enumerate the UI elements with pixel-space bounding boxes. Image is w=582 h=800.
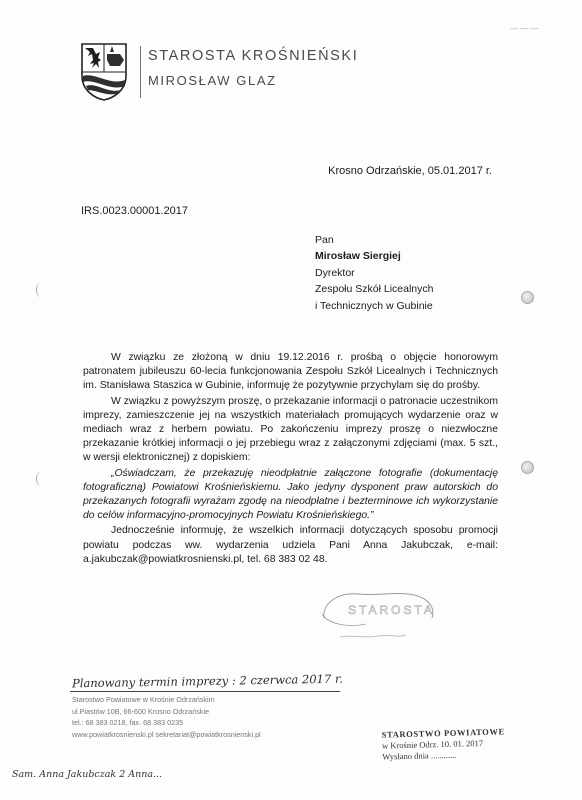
- received-stamp-line-2: w Krośnie Odrz. 10. 01. 2017: [381, 737, 484, 751]
- footer-line-4: www.powiatkrosnienski.pl sekretariat@powiatkrosnienski.pl: [72, 729, 261, 739]
- corner-mark: — — —: [510, 24, 539, 33]
- punch-hole-top: [521, 291, 534, 304]
- signature-underline: [338, 632, 408, 640]
- header-divider: [140, 46, 141, 98]
- addressee-position: Dyrektor: [315, 266, 355, 279]
- signature-stamp: [318, 588, 438, 630]
- body-quote: „Oświadczam, że przekazuję nieodpłatnie załączone fotografie (dokumentację fotograficzną) Powiatowi Krośnieńskiemu. Jako jedyny dysponent praw autorskich do przekazanych fotografii wyrażam zgodę na nieodpłatne i bezterminowe ich wykorzystanie do celów informacyjno-promocyjnych Powiatu Krośnieńskiego.”: [83, 467, 498, 522]
- margin-mark-top: [36, 283, 45, 297]
- body-paragraph-4: Jednocześnie informuję, że wszelkich informacji dotyczących sposobu promocji powiatu podczas ww. wydarzenia udziela Pani Anna Jakubczak, e-mail: a.jakubczak@powiatkrosnienski.pl, tel. 68 383 02 48.: [83, 525, 498, 565]
- addressee-salutation: Pan: [315, 234, 334, 246]
- coat-of-arms-icon: [80, 42, 128, 102]
- addressee-block: [315, 232, 433, 314]
- footer-line-2: ul.Piastów 10B, 66-600 Krosno Odrzańskie: [72, 706, 210, 716]
- handwritten-note-underline: [70, 691, 340, 692]
- footer-line-1: Starostwo Powiatowe w Krośnie Odrzańskim: [72, 695, 215, 704]
- signature-stamp-text: STAROSTA: [348, 603, 435, 617]
- punch-hole-bottom: [521, 461, 534, 474]
- letterhead-name: MIROSŁAW GLAZ: [148, 73, 277, 88]
- received-stamp-line-3: Wysłano dnia ............: [382, 749, 457, 762]
- received-stamp: [382, 726, 506, 762]
- body-paragraph-2: W związku z powyższym proszę, o przekazanie informacji o patronacie uczestnikom imprezy, zamieszczenie jej na wszystkich materiałach promujących wydarzenie oraz w mediach wraz z herbem powiatu. Po zakończeniu imprezy proszę o niezwłoczne przekazanie krótkiej informacji o jej przebiegu wraz z załączonymi zdjęciami (max. 5 szt., w wersji elektronicznej) z dopiskiem:: [83, 395, 498, 464]
- reference-number: IRS.0023.00001.2017: [81, 205, 189, 217]
- margin-mark-bottom: [36, 472, 45, 486]
- letterhead-title: STAROSTA KROŚNIEŃSKI: [148, 48, 359, 64]
- date-line: Krosno Odrzańskie, 05.01.2017 r.: [328, 165, 492, 177]
- handwritten-note: Planowany termin imprezy : 2 czerwca 2017 r.: [71, 671, 343, 691]
- body-paragraph-1: W związku ze złożoną w dniu 19.12.2016 r. prośbą o objęcie honorowym patronatem jubileuszu 60-lecia funkcjonowania Zespołu Szkół Licealnych i Technicznych im. Stanisława Staszica w Gubinie, informuję że pozytywnie przychylam się do prośby.: [83, 352, 498, 392]
- handwritten-bottom-note: Sam. Anna Jakubczak 2 Anna...: [12, 769, 163, 780]
- addressee-name: Mirosław Siergiej: [315, 250, 401, 263]
- addressee-school-line2: i Technicznych w Gubinie: [315, 299, 433, 312]
- received-stamp-line-1: STAROSTWO POWIATOWE: [381, 726, 505, 740]
- footer-address: [72, 694, 261, 740]
- footer-line-3: tel.: 68 383 0218, fax. 68 383 0235: [72, 718, 184, 727]
- addressee-school-line1: Zespołu Szkół Licealnych: [315, 283, 434, 296]
- letter-body: [83, 351, 498, 567]
